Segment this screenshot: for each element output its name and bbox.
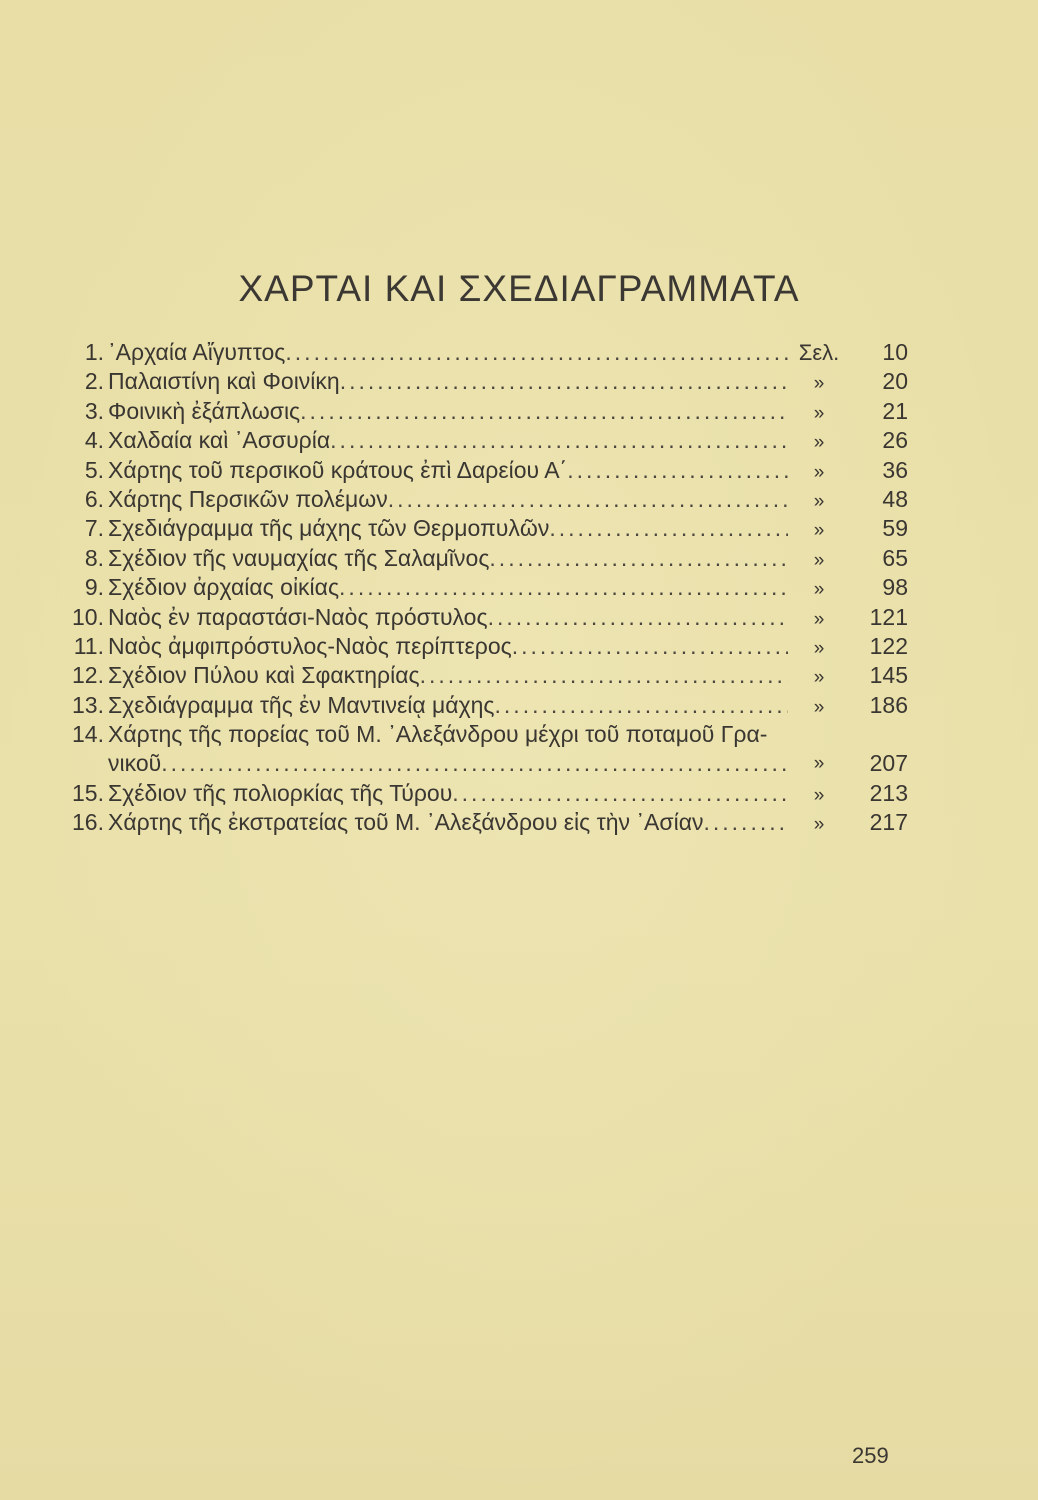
- entry-number: 10.: [72, 603, 104, 630]
- ditto-mark: »: [813, 373, 825, 395]
- leader-dots: [495, 691, 788, 720]
- entry-page: 122: [869, 632, 908, 659]
- entry-number: 13.: [72, 691, 104, 718]
- ditto-mark: »: [813, 753, 825, 775]
- page-label: Σελ.: [798, 340, 840, 365]
- toc-row: [56, 573, 916, 602]
- table-of-maps: [56, 338, 916, 838]
- entry-title: Χάρτης τοῦ περσικοῦ κράτους ἐπὶ Δαρείου Α΄: [108, 456, 568, 483]
- toc-row: [56, 632, 916, 661]
- page-title: ΧΑΡΤΑΙ ΚΑΙ ΣΧΕΔΙΑΓΡΑΜΜΑΤΑ: [238, 268, 800, 309]
- ditto-mark: »: [813, 579, 825, 601]
- ditto-mark: »: [813, 814, 825, 836]
- entry-page: 207: [869, 750, 908, 777]
- leader-dots: [340, 367, 788, 396]
- ditto-mark: »: [813, 461, 825, 483]
- ditto-mark: »: [813, 402, 825, 424]
- leader-dots: [512, 632, 788, 661]
- entry-number: 8.: [84, 544, 104, 571]
- page-number: 259: [852, 1443, 889, 1468]
- entry-number: 4.: [84, 427, 104, 454]
- toc-row: [56, 367, 916, 396]
- leader-dots: [285, 338, 788, 367]
- entry-title: Σχέδιον ἀρχαίας οἰκίας: [108, 574, 340, 601]
- entry-title: Φοινικὴ ἐξάπλωσις: [108, 397, 301, 424]
- ditto-mark: »: [813, 490, 825, 512]
- toc-row: [56, 456, 916, 485]
- entry-title: Σχέδιον Πύλου καὶ Σφακτηρίας: [108, 662, 420, 689]
- entry-page: 20: [882, 368, 908, 395]
- ditto-mark: »: [813, 667, 825, 689]
- leader-dots: [488, 603, 788, 632]
- entry-title: Ναὸς ἐν παραστάσι-Ναὸς πρόστυλος: [108, 603, 488, 630]
- entry-title: Χάρτης τῆς πορείας τοῦ Μ. ᾿Αλεξάνδρου μέχρι τοῦ ποταμοῦ Γρα-: [108, 721, 768, 748]
- leader-dots: [704, 808, 789, 837]
- entry-page: 36: [882, 456, 908, 483]
- toc-row: [56, 720, 916, 779]
- entry-page: 26: [882, 427, 908, 454]
- toc-row: [56, 426, 916, 455]
- entry-page: 48: [882, 485, 908, 512]
- entry-number: 1.: [84, 339, 104, 365]
- entry-page: 121: [869, 603, 908, 630]
- entry-title: Χάρτης Περσικῶν πολέμων: [108, 485, 388, 512]
- entry-title-continued: νικοῦ: [108, 750, 162, 777]
- entry-page: 98: [882, 574, 908, 601]
- leader-dots: [388, 485, 788, 514]
- toc-row: [56, 338, 916, 367]
- entry-title: Σχέδιον τῆς πολιορκίας τῆς Τύρου: [108, 779, 453, 806]
- ditto-mark: »: [813, 432, 825, 454]
- entry-title: Χάρτης τῆς ἐκστρατείας τοῦ Μ. ᾿Αλεξάνδρου εἰς τὴν ᾿Ασίαν: [108, 809, 704, 836]
- ditto-mark: »: [813, 784, 825, 806]
- entry-number: 3.: [84, 397, 104, 424]
- entry-number: 7.: [84, 515, 104, 542]
- entry-number: 14.: [72, 721, 104, 748]
- leader-dots: [300, 397, 788, 426]
- leader-dots: [549, 514, 788, 543]
- entry-page: 217: [869, 809, 908, 836]
- entry-number: 9.: [84, 574, 104, 601]
- entry-title: Παλαιστίνη καὶ Φοινίκη: [108, 368, 340, 395]
- leader-dots: [452, 779, 788, 808]
- entry-title: Ναὸς ἀμφιπρόστυλος-Ναὸς περίπτερος: [108, 632, 512, 659]
- leader-dots: [330, 426, 788, 455]
- leader-dots: [420, 661, 788, 690]
- entry-page: 65: [882, 544, 908, 571]
- ditto-mark: »: [813, 549, 825, 571]
- entry-page: 21: [882, 397, 908, 424]
- entry-title: ᾿Αρχαία Αἴγυπτος: [108, 339, 286, 365]
- leader-dots: [567, 456, 788, 485]
- entry-page: 145: [869, 662, 908, 689]
- toc-row: [56, 779, 916, 808]
- entry-number: 2.: [84, 368, 104, 395]
- entry-number: 12.: [72, 662, 104, 689]
- entry-title: Σχέδιον τῆς ναυμαχίας τῆς Σαλαμῖνος: [108, 544, 490, 571]
- entry-number: 11.: [73, 632, 104, 659]
- entry-page: 59: [882, 515, 908, 542]
- toc-row: [56, 485, 916, 514]
- entry-number: 6.: [84, 485, 104, 512]
- leader-dots: [339, 573, 788, 602]
- leader-dots: [161, 749, 788, 778]
- entry-title: Σχεδιάγραμμα τῆς μάχης τῶν Θερμοπυλῶν: [108, 515, 550, 542]
- toc-row: [56, 514, 916, 543]
- entry-page: 186: [869, 691, 908, 718]
- entry-title: Χαλδαία καὶ ᾿Ασσυρία: [108, 427, 331, 454]
- toc-row: [56, 808, 916, 837]
- ditto-mark: »: [813, 520, 825, 542]
- toc-row: [56, 397, 916, 426]
- entry-page: 213: [869, 779, 908, 806]
- toc-row: [56, 661, 916, 690]
- leader-dots: [489, 544, 788, 573]
- entry-title: Σχεδιάγραμμα τῆς ἐν Μαντινείᾳ μάχης: [108, 691, 495, 718]
- toc-row: [56, 691, 916, 720]
- toc-row: [56, 603, 916, 632]
- entry-number: 5.: [84, 456, 104, 483]
- ditto-mark: »: [813, 637, 825, 659]
- ditto-mark: »: [813, 696, 825, 718]
- entry-number: 16.: [72, 809, 104, 836]
- toc-row: [56, 544, 916, 573]
- ditto-mark: »: [813, 608, 825, 630]
- entry-page: 10: [882, 339, 908, 365]
- entry-number: 15.: [72, 779, 104, 806]
